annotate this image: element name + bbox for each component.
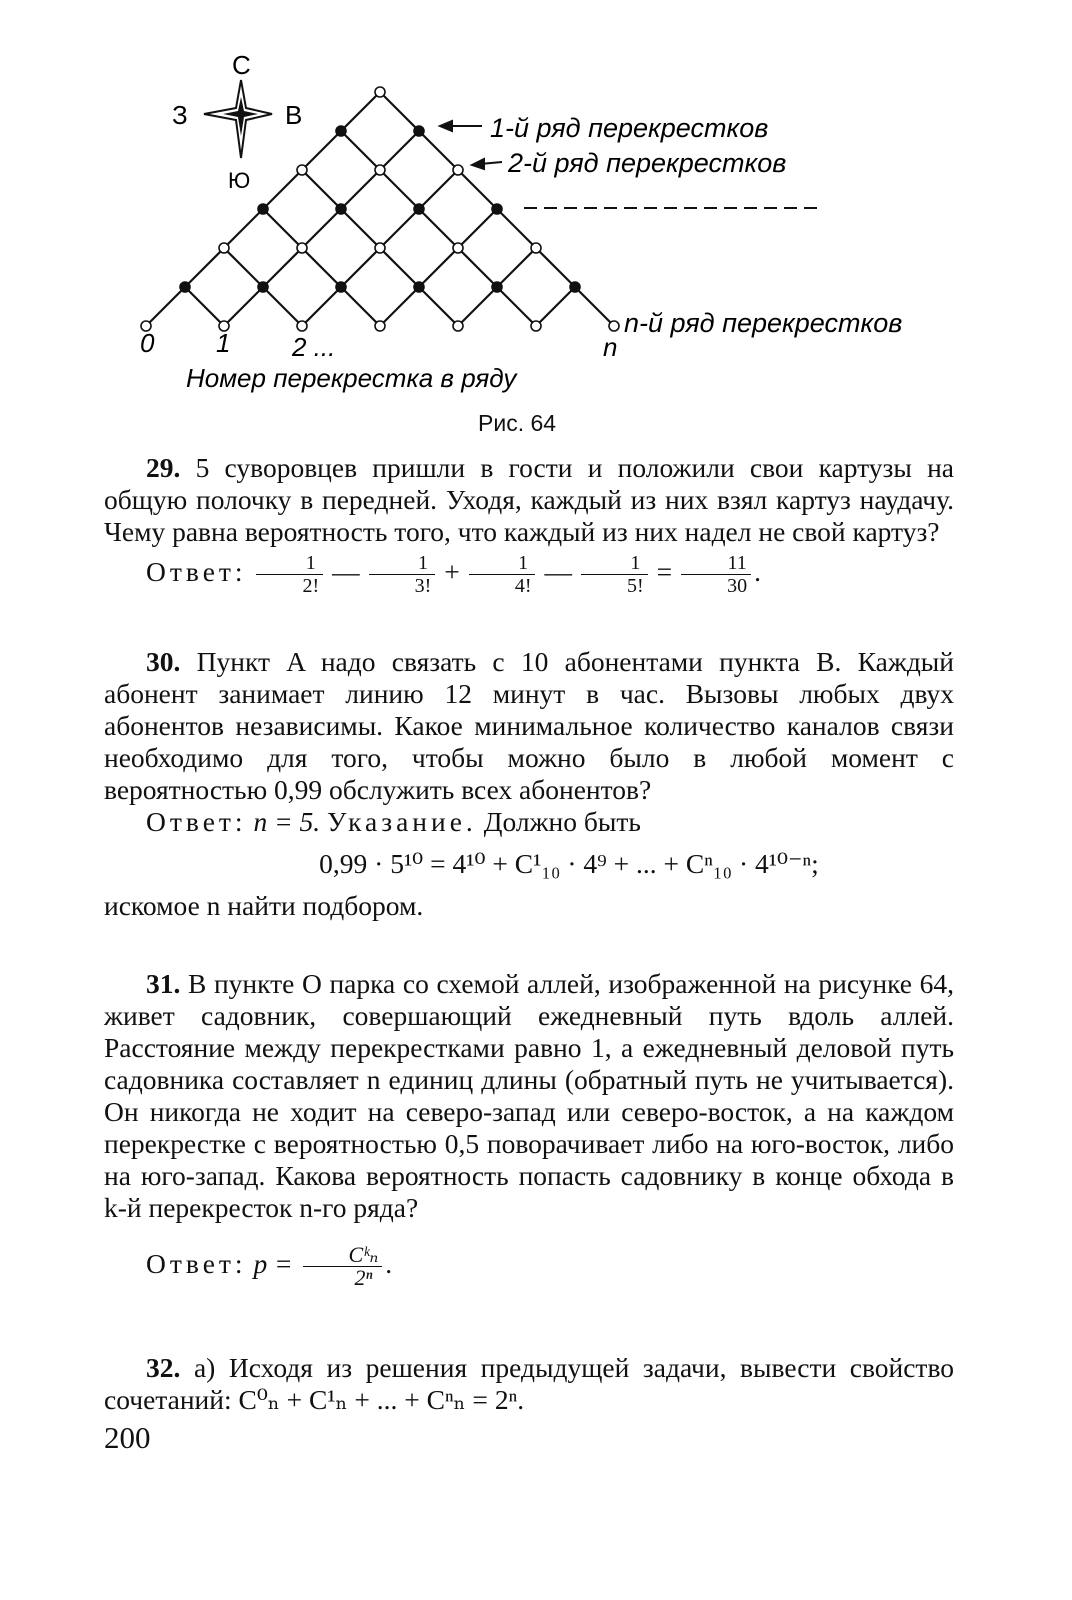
fraction-1-4: $\frac{1}{4!}$ [469, 552, 536, 597]
fraction-1-5: $\frac{1}{5!}$ [581, 552, 648, 597]
intersection-node [414, 204, 424, 214]
alley-segment [302, 248, 341, 287]
axis-label: Номер перекрестка в ряду [186, 363, 517, 393]
alley-segment [497, 209, 536, 248]
intersection-node [492, 204, 502, 214]
alley-segment [497, 248, 536, 287]
problem-32 [104, 1352, 954, 1416]
alley-segment [380, 131, 419, 170]
alley-segment [419, 287, 458, 326]
alley-segment [575, 287, 614, 326]
alley-segment [263, 170, 302, 209]
compass-south: Ю [228, 168, 251, 193]
alley-segment [497, 287, 536, 326]
compass-north: С [232, 50, 251, 80]
fraction-1-3: $\frac{1}{3!}$ [369, 552, 436, 597]
intersection-node [570, 282, 580, 292]
row2-arrow-icon [472, 159, 484, 169]
alley-segment [458, 170, 497, 209]
alley-segment [419, 170, 458, 209]
alley-segment [263, 209, 302, 248]
alley-segment [419, 209, 458, 248]
intersection-node [531, 243, 541, 253]
fraction-1-2: $\frac{1}{2!}$ [256, 552, 323, 597]
alley-segment [224, 209, 263, 248]
alley-segment [380, 170, 419, 209]
figure-caption: Рис. 64 [478, 410, 557, 436]
intersection-node [609, 321, 619, 331]
intersection-node [258, 204, 268, 214]
alley-segment [458, 287, 497, 326]
alley-segment [380, 248, 419, 287]
row1-label: 1-й ряд перекрестков [490, 113, 769, 143]
intersection-node [297, 243, 307, 253]
alley-segment [263, 287, 302, 326]
alley-segment [458, 248, 497, 287]
intersection-node [180, 282, 190, 292]
intersection-node [297, 321, 307, 331]
problem-31-text: 31. В пункте O парка со схемой аллей, изображенной на рисунке 64, живет садовник, совершающий ежедневный путь вдоль аллей. Расстояние между перекрестками равно 1, а ежедневный деловой путь садовника составляет n единиц длины (обратный путь не учитывается). Он никогда не ходит на северо-запад или северо-восток, а на каждом перекрестке с вероятностью 0,5 поворачивает либо на юго-восток, либо на юго-запад. Какова вероятность попасть садовнику в конце обхода в k-й перекресток n-го ряда? [104, 968, 954, 1223]
problem-29-answer: Ответ: $\frac{1}{2!}$ — $\frac{1}{3!}$ + $\frac{1}{4!}$ — $\frac{1}{5!}$ = $\frac{11}{30}$ . [146, 552, 762, 597]
compass-rose [172, 50, 302, 193]
alley-segment [146, 287, 185, 326]
compass-star-icon [204, 80, 272, 158]
intersection-node [336, 282, 346, 292]
intersection-node [375, 243, 385, 253]
intersection-node [453, 321, 463, 331]
intersection-node [297, 165, 307, 175]
alley-segment [341, 131, 380, 170]
alley-segment [380, 287, 419, 326]
problem-30-formula: 0,99 · 5¹⁰ = 4¹⁰ + C¹₁₀ · 4⁹ + ... + Cⁿ₁₀ · 4¹⁰⁻ⁿ; [319, 848, 819, 879]
index-1: 1 [216, 328, 231, 358]
page-number: 200 [104, 1420, 151, 1455]
intersection-node [219, 243, 229, 253]
alley-segment [341, 170, 380, 209]
problem-30 [104, 646, 954, 922]
row1-arrow-icon [440, 121, 452, 131]
alley-segment [380, 92, 419, 131]
alley-segment [341, 209, 380, 248]
intersection-node [336, 204, 346, 214]
alley-segment [302, 287, 341, 326]
intersection-node [258, 282, 268, 292]
row2-label: 2-й ряд перекрестков [508, 148, 787, 178]
alley-segment [536, 248, 575, 287]
intersection-node [414, 282, 424, 292]
alley-segment [419, 248, 458, 287]
intersection-node [414, 126, 424, 136]
index-2: 2 ... [292, 332, 336, 362]
alley-segment [263, 248, 302, 287]
answer-fraction: $\frac{\text{Cᵏₙ}}{\text{2ⁿ}}$ [303, 1244, 383, 1289]
problem-30-text: 30. Пункт A надо связать с 10 абонентами пункта B. Каждый абонент занимает линию 12 минут в час. Вызовы любых двух абонентов независимы. Какое минимальное количество каналов связи необходимо для того, чтобы можно было в любой момент с вероятностью 0,99 обслужить всех абонентов? [104, 646, 955, 805]
alley-segment [380, 209, 419, 248]
intersection-node [375, 321, 385, 331]
alley-segment [458, 209, 497, 248]
problem-32-text: 32. а) Исходя из решения предыдущей задачи, вывести свойство сочетаний: C⁰ₙ + C¹ₙ + ... + Cⁿₙ = 2ⁿ. [104, 1352, 954, 1415]
alley-segment [302, 131, 341, 170]
alley-segment [224, 287, 263, 326]
alley-segment [185, 287, 224, 326]
lattice-figure [0, 0, 1072, 400]
alley-segment [419, 131, 458, 170]
alley-segment [341, 287, 380, 326]
alley-segment [341, 248, 380, 287]
intersection-node [453, 165, 463, 175]
alley-segment [536, 287, 575, 326]
intersection-node [375, 87, 385, 97]
rown-label: n-й ряд перекрестков [624, 308, 903, 338]
intersection-node [531, 321, 541, 331]
index-0: 0 [140, 328, 155, 358]
compass-west: З [172, 100, 188, 130]
intersection-node [375, 165, 385, 175]
alley-segment [185, 248, 224, 287]
alley-segment [302, 209, 341, 248]
problem-29-text: 29. 5 суворовцев пришли в гости и положили свои картузы на общую полочку в передней. Уходя, каждый из них взял картуз наудачу. Чему равна вероятность того, что каждый из них надел не свой картуз? [104, 452, 954, 547]
problem-30-after: искомое n найти подбором. [104, 890, 424, 921]
alley-segment [302, 170, 341, 209]
problem-30-answer: Ответ: n = 5. Указание. Должно быть [146, 806, 641, 837]
alley-segment [224, 248, 263, 287]
problem-31-answer: Ответ: p = $\frac{\text{Cᵏₙ}}{\text{2ⁿ}}$ . [146, 1242, 393, 1290]
alley-segment [341, 92, 380, 131]
problem-29 [104, 452, 954, 597]
intersection-node [492, 282, 502, 292]
problem-31 [104, 968, 954, 1289]
intersection-node [336, 126, 346, 136]
index-n: n [603, 332, 618, 362]
compass-east: В [285, 100, 303, 130]
intersection-node [453, 243, 463, 253]
fraction-11-30: $\frac{11}{30}$ [681, 552, 751, 597]
